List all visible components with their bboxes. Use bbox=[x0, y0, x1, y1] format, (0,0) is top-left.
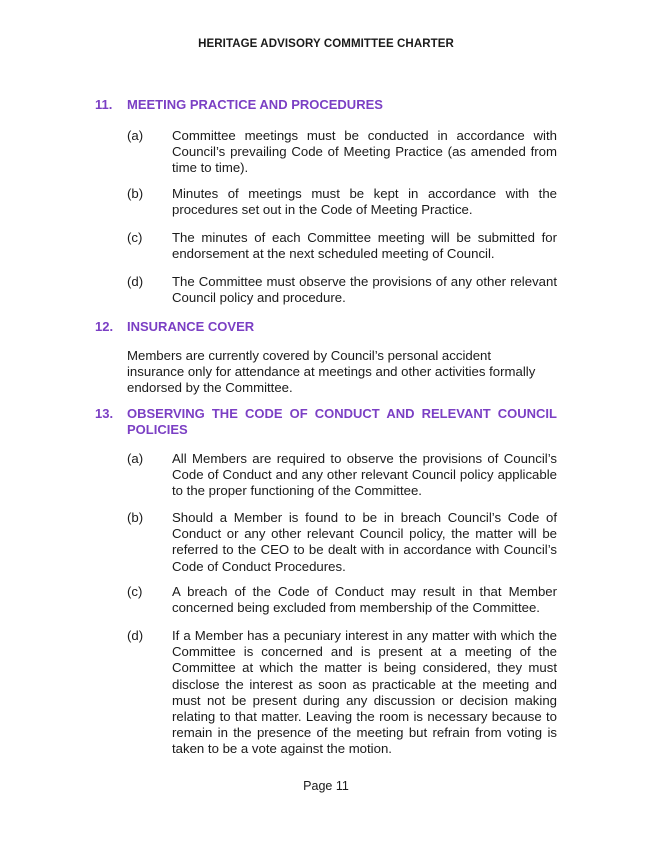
clause-text: Minutes of meetings must be kept in accordance with the procedures set out in the Code of Meeting Practice. bbox=[172, 186, 557, 218]
clause-text: A breach of the Code of Conduct may result in that Member concerned being excluded from membership of the Committee. bbox=[172, 584, 557, 616]
clause-11a bbox=[127, 128, 557, 177]
clause-text: The Committee must observe the provisions of any other relevant Council policy and procedure. bbox=[172, 274, 557, 306]
section-title: OBSERVING THE CODE OF CONDUCT AND RELEVANT COUNCIL POLICIES bbox=[127, 406, 557, 437]
clause-label: (c) bbox=[127, 230, 143, 245]
clause-13b bbox=[127, 510, 557, 575]
section-heading-13 bbox=[95, 406, 557, 438]
section-number: 13. bbox=[95, 406, 114, 421]
insurance-paragraph: Members are currently covered by Council’s personal accident insurance only for attendance at meetings and other activities formally endorsed by the Committee. bbox=[127, 348, 536, 396]
clause-text: The minutes of each Committee meeting will be submitted for endorsement at the next scheduled meeting of Council. bbox=[172, 230, 557, 262]
clause-text: Should a Member is found to be in breach Council’s Code of Conduct or any other relevant Council policy, the matter will be referred to the CEO to be dealt with in accordance with Council’s Code of Conduct Procedures. bbox=[172, 510, 557, 574]
section-title: INSURANCE COVER bbox=[127, 319, 255, 334]
clause-label: (b) bbox=[127, 510, 144, 525]
clause-11c bbox=[127, 230, 557, 262]
section-number: 11. bbox=[95, 97, 113, 112]
clause-13a bbox=[127, 451, 557, 500]
section-number: 12. bbox=[95, 319, 114, 334]
clause-13c bbox=[127, 584, 557, 616]
clause-11d bbox=[127, 274, 557, 306]
clause-text: If a Member has a pecuniary interest in any matter with which the Committee is concerned and is present at a meeting of the Committee at which the matter is being considered, they must disclose the interest as soon as practicable at the meeting and must not be present during any discussion or decision making relating to that matter. Leaving the room is necessary because to remain in the presence of the meeting but refrain from voting is taken to be a vote against the motion. bbox=[172, 628, 557, 757]
clause-11b bbox=[127, 186, 557, 218]
clause-label: (a) bbox=[127, 128, 144, 143]
clause-13d bbox=[127, 628, 557, 758]
clause-text: All Members are required to observe the provisions of Council’s Code of Conduct and any other relevant Council policy applicable to the proper functioning of the Committee. bbox=[172, 451, 557, 499]
section-heading-12 bbox=[95, 319, 557, 335]
clause-text: Committee meetings must be conducted in accordance with Council’s prevailing Code of Meeting Practice (as amended from time to time). bbox=[172, 128, 557, 176]
page-header: HERITAGE ADVISORY COMMITTEE CHARTER bbox=[198, 38, 454, 50]
section-title: MEETING PRACTICE AND PROCEDURES bbox=[127, 97, 383, 112]
clause-label: (c) bbox=[127, 584, 143, 599]
clause-label: (d) bbox=[127, 628, 144, 643]
clause-label: (b) bbox=[127, 186, 144, 201]
clause-label: (d) bbox=[127, 274, 144, 289]
page-number: Page 11 bbox=[303, 779, 349, 793]
section-heading-11 bbox=[95, 97, 557, 113]
clause-label: (a) bbox=[127, 451, 144, 466]
